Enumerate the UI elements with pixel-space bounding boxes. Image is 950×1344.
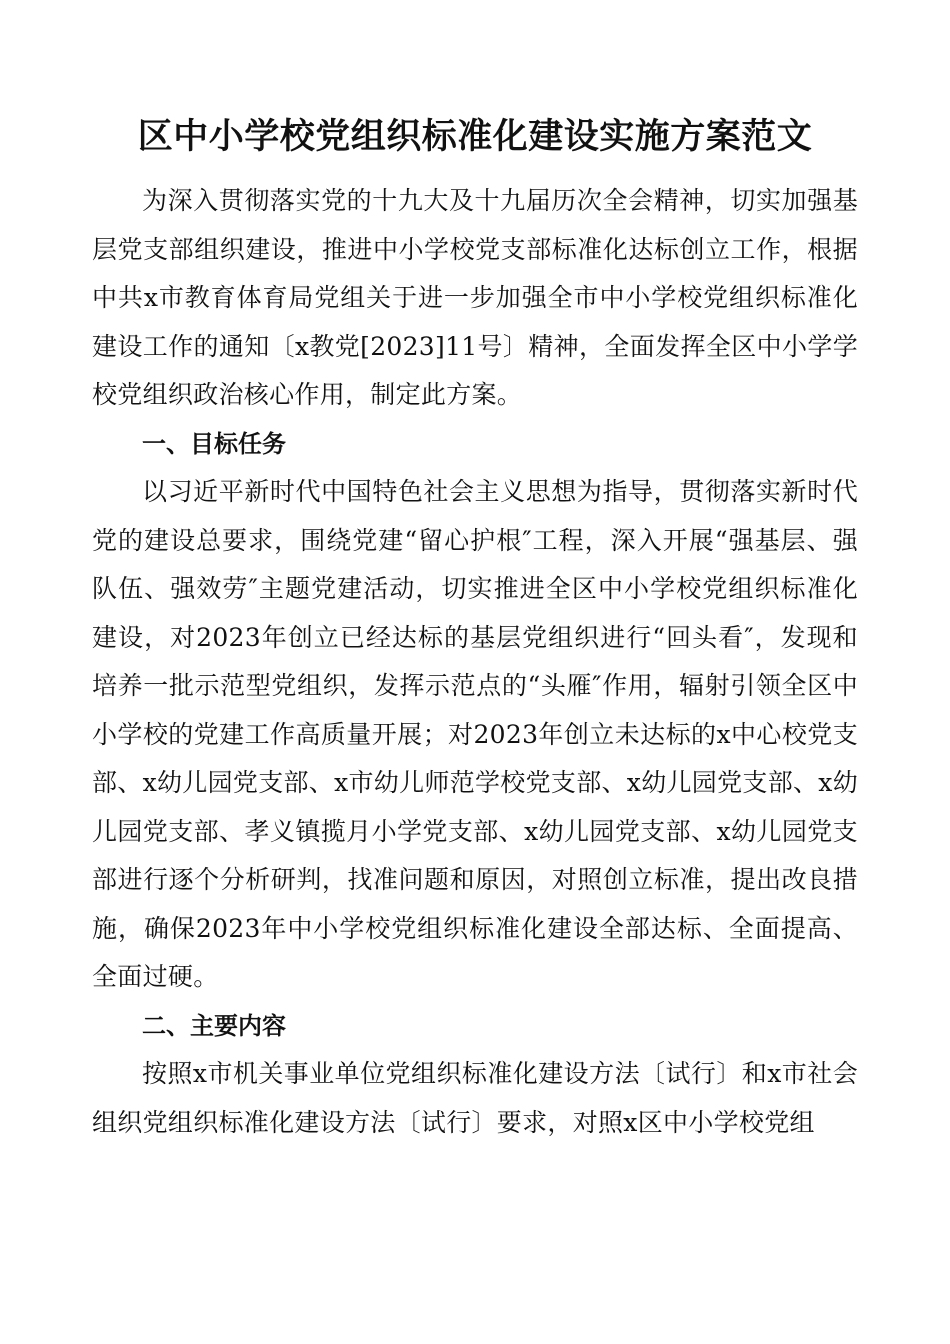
section-heading-goals: 一、目标任务 (142, 429, 286, 458)
intro-paragraph: 为深入贯彻落实党的十九大及十九届历次全会精神，切实加强基层党支部组织建设，推进中小学校党支部标准化达标创立工作，根据中共x市教育体育局党组关于进一步加强全市中小学校党组织标准化建设工作的通知〔x教党[2023]11号〕精神，全面发挥全区中小学学校党组织政治核心作用，制定此方案。 (92, 186, 858, 409)
content-paragraph: 按照x市机关事业单位党组织标准化建设方法〔试行〕和x市社会组织党组织标准化建设方法〔试行〕要求，对照x区中小学校党组 (92, 1059, 858, 1137)
document-title: 区中小学校党组织标准化建设实施方案范文 (137, 117, 813, 157)
goals-paragraph: 以习近平新时代中国特色社会主义思想为指导，贯彻落实新时代党的建设总要求，围绕党建“留心护根″工程，深入开展“强基层、强队伍、强效劳″主题党建活动，切实推进全区中小学校党组织标准化建设，对2023年创立已经达标的基层党组织进行“回头看″，发现和培养一批示范型党组织，发挥示范点的“头雁″作用，辐射引领全区中小学校的党建工作高质量开展；对2023年创立未达标的x中心校党支部、x幼儿园党支部、x市幼儿师范学校党支部、x幼儿园党支部、x幼儿园党支部、孝义镇揽月小学党支部、x幼儿园党支部、x幼儿园党支部进行逐个分析研判，找准问题和原因，对照创立标准，提出改良措施，确保2023年中小学校党组织标准化建设全部达标、全面提高、全面过硬。 (92, 477, 858, 991)
document-body (92, 177, 858, 1147)
section-heading-content: 二、主要内容 (142, 1011, 286, 1040)
